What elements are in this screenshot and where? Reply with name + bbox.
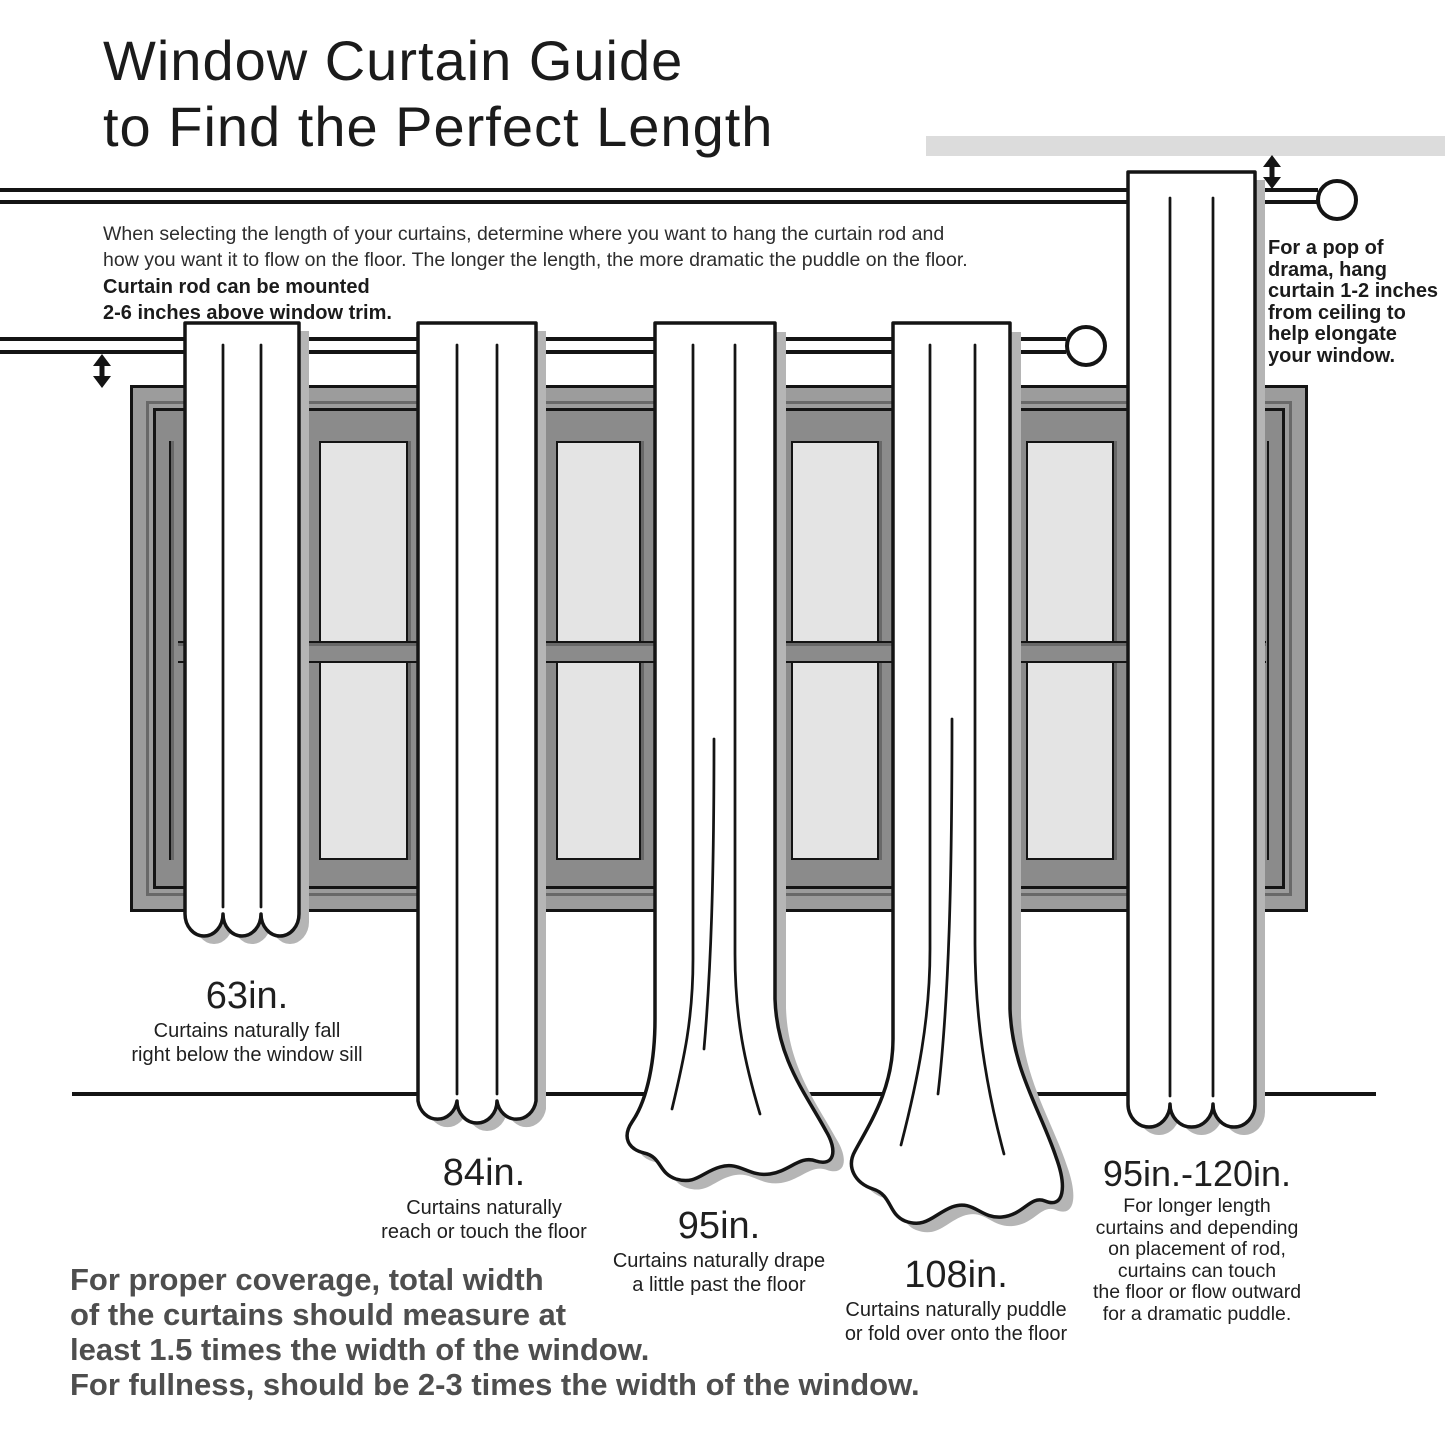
curtain-size: 84in.	[442, 1152, 526, 1194]
curtain-size: 95in.-120in.	[1102, 1153, 1292, 1194]
vertical-range-arrow-icon	[92, 354, 112, 388]
coverage-note-line: For proper coverage, total width	[70, 1262, 544, 1297]
curtain-84in	[414, 319, 554, 1149]
intro-line: When selecting the length of your curtains, determine where you want to hang the curtain rod and	[103, 223, 945, 245]
coverage-note-line: of the curtains should measure at	[70, 1297, 567, 1332]
curtain-desc-line: or fold over onto the floor	[844, 1323, 1068, 1345]
intro-line: how you want it to flow on the floor. The longer the length, the more dramatic the puddle on the floor.	[103, 249, 968, 271]
curtain-size: 95in.	[677, 1205, 761, 1247]
curtain-panel	[418, 323, 536, 1123]
curtain-108in	[838, 319, 1080, 1247]
ceiling-hang-note-line: For a pop of	[1268, 237, 1384, 259]
curtain-panel	[185, 323, 299, 936]
curtain-95in-120in	[1124, 168, 1270, 1150]
page-title-line: Window Curtain Guide	[103, 29, 684, 92]
curtain-desc-line: reach or touch the floor	[381, 1221, 587, 1243]
label-63in	[122, 973, 372, 1067]
curtain-desc-line: Curtains naturally puddle	[845, 1299, 1067, 1321]
curtain-desc-line: on placement of rod,	[1108, 1238, 1286, 1260]
curtain-desc-line: a little past the floor	[632, 1274, 806, 1296]
ceiling-hang-note-line: help elongate	[1268, 323, 1397, 345]
upper-curtain-rod	[0, 188, 1318, 204]
ceiling-hang-note-line: curtain 1-2 inches	[1268, 280, 1439, 302]
coverage-note-line: least 1.5 times the width of the window.	[70, 1332, 650, 1367]
ceiling-hang-note-line: from ceiling to	[1268, 301, 1406, 324]
label-84in	[359, 1150, 609, 1244]
upper-rod-finial-icon	[1316, 179, 1358, 221]
curtain-panel	[627, 323, 833, 1181]
ceiling-hang-note-line: drama, hang	[1268, 258, 1387, 281]
intro-paragraph	[103, 221, 968, 273]
curtain-desc-line: right below the window sill	[131, 1044, 363, 1066]
curtain-desc-line: curtains can touch	[1117, 1259, 1277, 1282]
rod-mounting-note-line: Curtain rod can be mounted	[103, 276, 370, 298]
curtain-desc-line: curtains and depending	[1095, 1216, 1299, 1239]
ceiling-hang-note	[1268, 238, 1445, 367]
ceiling-bar	[926, 136, 1445, 156]
curtain-desc-line: for a dramatic puddle.	[1102, 1302, 1292, 1325]
curtain-desc-line: the floor or flow outward	[1092, 1281, 1302, 1303]
rod-mounting-note-line: 2-6 inches above window trim.	[103, 302, 392, 324]
curtain-size: 63in.	[205, 975, 289, 1017]
coverage-note-line: For fullness, should be 2-3 times the width of the window.	[70, 1367, 920, 1402]
rod-mounting-note	[103, 274, 392, 326]
curtain-desc-line: Curtains naturally drape	[612, 1250, 826, 1272]
curtain-desc-line: Curtains naturally fall	[153, 1020, 341, 1042]
curtain-desc-line: For longer length	[1123, 1195, 1271, 1217]
curtain-size: 108in.	[904, 1254, 1008, 1296]
page-title-line: to Find the Perfect Length	[103, 95, 774, 158]
coverage-note	[70, 1262, 920, 1402]
curtain-95in	[612, 319, 848, 1205]
curtain-63in	[181, 319, 317, 967]
curtain-panel	[1128, 172, 1255, 1127]
ceiling-hang-note-line: your window.	[1268, 344, 1396, 367]
page-title	[103, 28, 773, 160]
curtain-desc-line: Curtains naturally	[406, 1197, 562, 1219]
label-95in-120in	[1057, 1152, 1337, 1325]
